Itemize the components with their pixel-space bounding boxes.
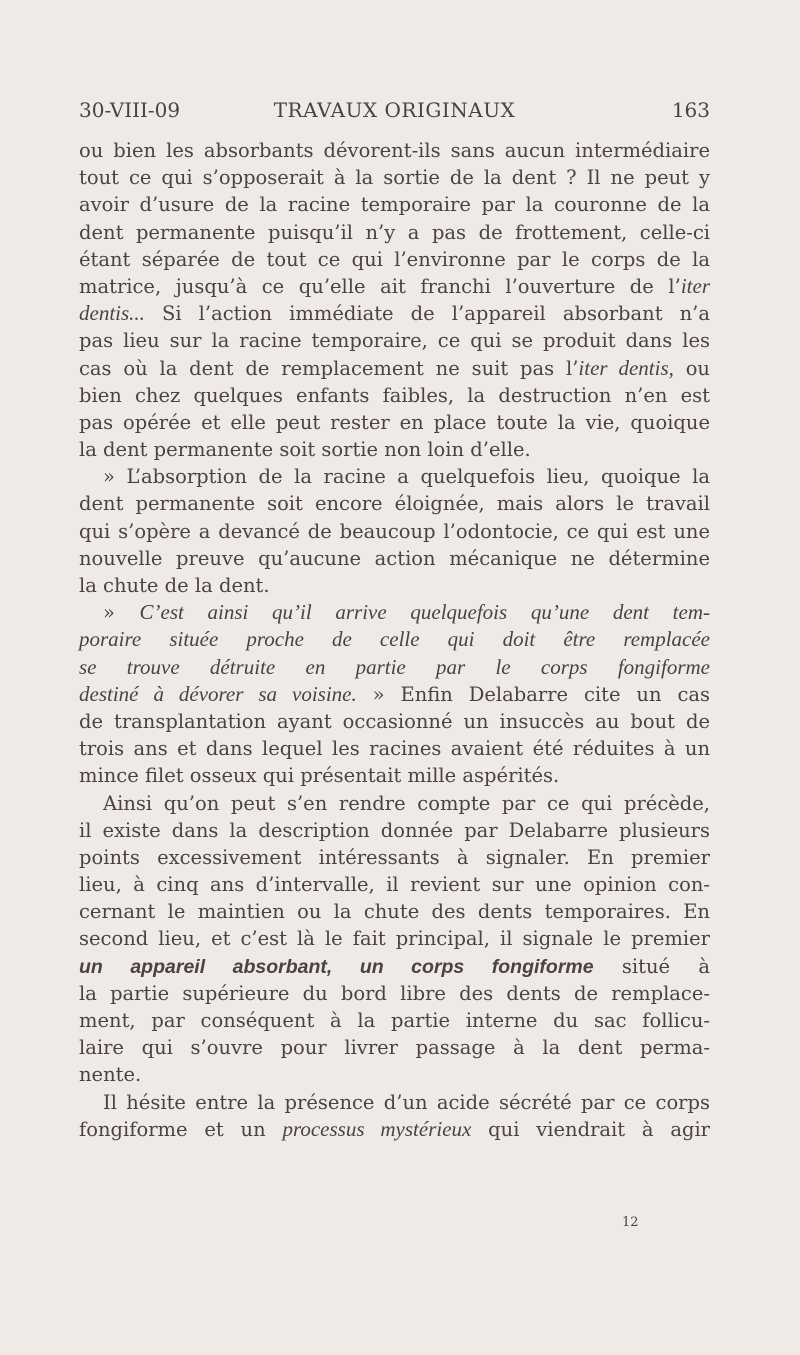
text-segment: fongiforme et un bbox=[79, 1117, 283, 1141]
text-line bbox=[79, 1116, 710, 1143]
text-line bbox=[79, 409, 710, 436]
text-segment: situé à bbox=[593, 954, 711, 978]
text-segment: étant séparée de tout ce qui l’environne par le corps de la bbox=[79, 247, 710, 271]
text-segment: dent permanente soit encore éloignée, mais alors le travail bbox=[79, 492, 710, 516]
header-date: 30-VIII-09 bbox=[79, 98, 181, 122]
text-segment: laire qui s’ouvre pour livrer passage à la dent perma- bbox=[79, 1036, 710, 1060]
text-line bbox=[79, 463, 710, 490]
text-segment: qui s’opère a devancé de beaucoup l’odontocie, ce qui est une bbox=[79, 519, 710, 543]
text-segment: il existe dans la description donnée par Delabarre plusieurs bbox=[79, 818, 710, 842]
text-line bbox=[79, 790, 710, 817]
text-segment: » bbox=[103, 601, 140, 625]
text-segment: Si l’action immédiate de l’appareil absorbant n’a bbox=[144, 302, 710, 326]
text-line bbox=[79, 518, 710, 545]
text-segment: dent permanente puisqu’il n’y a pas de frottement, celle-ci bbox=[79, 220, 710, 244]
text-line bbox=[79, 273, 710, 300]
text-line bbox=[79, 980, 710, 1007]
italic-text: dentis... bbox=[79, 301, 145, 326]
page-number: 163 bbox=[671, 98, 710, 122]
text-line bbox=[79, 191, 710, 218]
body-text bbox=[79, 137, 710, 1143]
text-line bbox=[79, 626, 710, 653]
text-segment: pas lieu sur la racine temporaire, ce qui se produit dans les bbox=[79, 329, 710, 353]
text-line bbox=[79, 844, 710, 871]
text-segment: trois ans et dans lequel les racines avaient été réduites à un bbox=[79, 737, 710, 761]
text-segment: second lieu, et c’est là le fait principal, il signale le premier bbox=[79, 927, 710, 951]
text-segment: points excessivement intéressants à signaler. En premier bbox=[79, 845, 710, 869]
text-line bbox=[79, 219, 710, 246]
text-line bbox=[79, 1061, 710, 1088]
text-line bbox=[79, 817, 710, 844]
text-segment: cas où la dent de remplacement ne suit pas l’ bbox=[79, 356, 579, 380]
text-line bbox=[79, 300, 710, 327]
text-line bbox=[79, 654, 710, 681]
text-line bbox=[79, 490, 710, 517]
text-line bbox=[79, 898, 710, 925]
text-segment: la dent permanente soit sortie non loin d’elle. bbox=[79, 438, 531, 462]
text-segment: bien chez quelques enfants faibles, la destruction n’en est bbox=[79, 383, 710, 407]
text-segment: pas opérée et elle peut rester en place toute la vie, quoique bbox=[79, 410, 710, 434]
text-line bbox=[79, 1034, 710, 1061]
text-segment: ou bbox=[673, 356, 710, 380]
text-segment: » L’absorption de la racine a quelquefois lieu, quoique la bbox=[103, 465, 710, 489]
text-line bbox=[79, 681, 710, 708]
text-segment: Ainsi qu’on peut s’en rendre compte par ce qui précède, bbox=[103, 791, 710, 815]
text-line bbox=[79, 436, 710, 463]
text-line bbox=[79, 1089, 710, 1116]
text-line bbox=[79, 137, 710, 164]
text-line bbox=[79, 355, 710, 382]
text-line bbox=[79, 708, 710, 735]
italic-text: se trouve détruite en partie par le corps fongiforme bbox=[79, 654, 710, 679]
text-segment: lieu, à cinq ans d’intervalle, il revient sur une opinion con- bbox=[79, 873, 710, 897]
italic-text: destiné à dévorer sa voisine. bbox=[79, 681, 357, 706]
text-segment: tout ce qui s’opposerait à la sortie de la dent ? Il ne peut y bbox=[79, 166, 710, 190]
page-header bbox=[79, 98, 710, 128]
text-line bbox=[79, 1007, 710, 1034]
text-line bbox=[79, 246, 710, 273]
signature-mark: 12 bbox=[622, 1215, 639, 1230]
text-segment: la chute de la dent. bbox=[79, 574, 270, 597]
text-segment: » Enfin Delabarre cite un cas bbox=[356, 682, 711, 706]
italic-text: processus mystérieux bbox=[282, 1116, 472, 1141]
text-line bbox=[79, 545, 710, 572]
text-segment: qui viendrait à agir bbox=[471, 1117, 710, 1141]
text-line bbox=[79, 953, 710, 980]
text-line bbox=[79, 599, 710, 626]
text-segment: nouvelle preuve qu’aucune action mécanique ne détermine bbox=[79, 546, 710, 570]
italic-text: iter dentis, bbox=[578, 355, 674, 380]
text-segment: nente. bbox=[79, 1063, 142, 1087]
text-segment: cernant le maintien ou la chute des dents temporaires. En bbox=[79, 900, 710, 924]
text-segment: mince filet osseux qui présentait mille aspérités. bbox=[79, 764, 560, 788]
text-line bbox=[79, 572, 710, 599]
text-line bbox=[79, 871, 710, 898]
text-segment: Il hésite entre la présence d’un acide sécrété par ce corps bbox=[103, 1090, 710, 1114]
text-line bbox=[79, 735, 710, 762]
text-line bbox=[79, 164, 710, 191]
text-segment: ou bien les absorbants dévorent-ils sans aucun intermédiaire bbox=[79, 139, 710, 162]
text-segment: ment, par conséquent à la partie interne du sac follicu- bbox=[79, 1009, 710, 1032]
text-line bbox=[79, 327, 710, 354]
emphasis-text: un appareil absorbant, un corps fongiforme bbox=[79, 955, 594, 978]
text-line bbox=[79, 925, 710, 952]
text-line bbox=[79, 762, 710, 789]
text-segment: la partie supérieure du bord libre des dents de remplace- bbox=[79, 981, 710, 1005]
italic-text: iter bbox=[680, 273, 710, 298]
italic-text: poraire située proche de celle qui doit être remplacée bbox=[79, 627, 710, 652]
header-section-title: TRAVAUX ORIGINAUX bbox=[273, 98, 516, 122]
text-segment: avoir d’usure de la racine temporaire par la couronne de la bbox=[79, 193, 710, 217]
text-line bbox=[79, 382, 710, 409]
italic-text: C’est ainsi qu’il arrive quelquefois qu’une dent tem- bbox=[139, 600, 710, 625]
text-segment: de transplantation ayant occasionné un insuccès au bout de bbox=[79, 709, 710, 733]
text-segment: matrice, jusqu’à ce qu’elle ait franchi l’ouverture de l’ bbox=[79, 274, 681, 298]
